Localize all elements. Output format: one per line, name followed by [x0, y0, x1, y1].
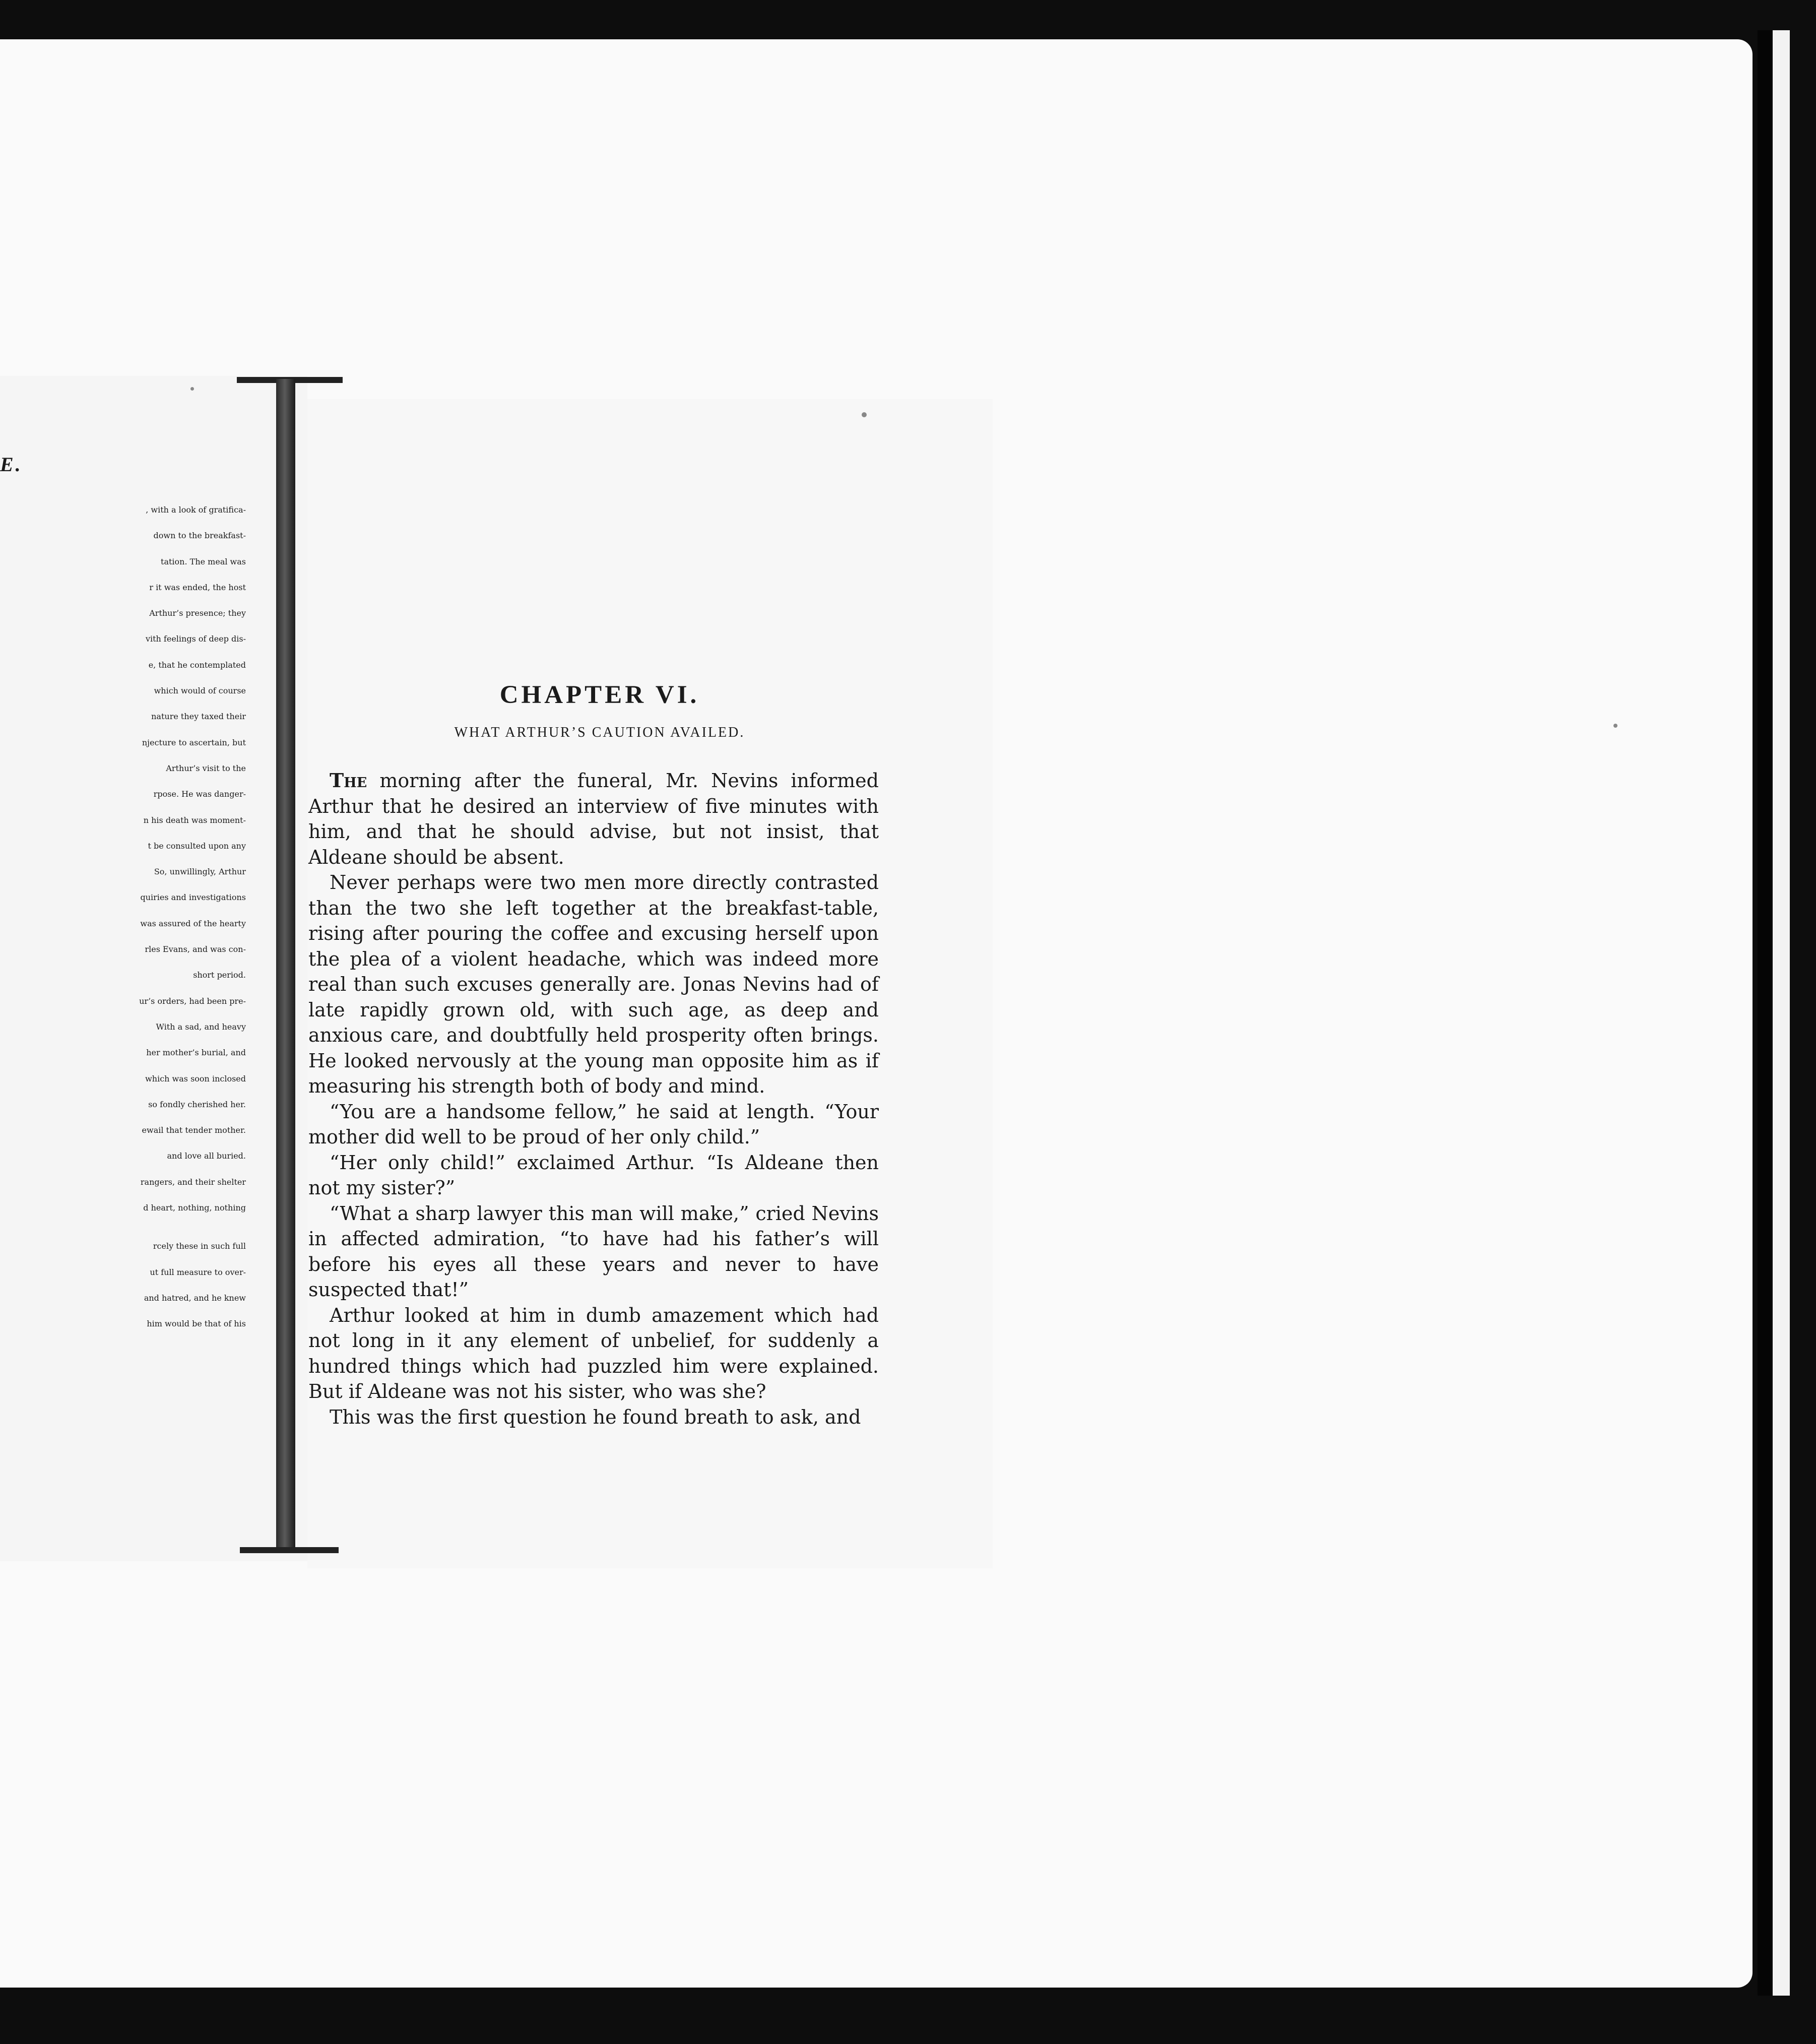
left-page-line: tation. The meal was	[161, 556, 246, 566]
left-page-line: ur’s orders, had been pre-	[139, 996, 246, 1006]
paragraph-text: “You are a handsome fellow,” he said at length. “Your mother did well to be proud of her only child.”	[308, 1100, 879, 1148]
paragraph-text: “What a sharp lawyer this man will make,” cried Nevins in affected admiration, “to have had his father’s will before his eyes all these years and never to have suspected that!”	[308, 1202, 879, 1301]
left-page-gap	[0, 1229, 246, 1241]
dust-speck	[190, 387, 194, 391]
paragraph-text: Arthur looked at him in dumb amazement which had not long in it any element of unbelief, for suddenly a hundred things which had puzzled him were explained. But if Aldeane was not his sister, who was she?	[308, 1304, 879, 1402]
dust-speck	[862, 412, 867, 417]
left-page-line: vith feelings of deep dis-	[145, 634, 246, 644]
left-page-line: rpose. He was danger-	[153, 789, 246, 799]
book-gutter	[276, 379, 295, 1552]
opening-word: The	[330, 769, 367, 792]
chapter-body	[308, 768, 879, 1430]
left-page-line: which would of course	[154, 686, 246, 696]
body-paragraph	[308, 768, 879, 870]
left-page-line: rcely these in such full	[153, 1241, 246, 1251]
chapter-subtitle: WHAT ARTHUR’S CAUTION AVAILED.	[454, 725, 745, 740]
left-page-line: which was soon inclosed	[145, 1073, 246, 1083]
left-page-line: , with a look of gratifica-	[146, 505, 246, 515]
dust-speck	[1613, 724, 1617, 728]
left-page-line: njecture to ascertain, but	[142, 737, 246, 747]
left-page-line: t be consulted upon any	[148, 841, 246, 851]
left-running-head: E.	[0, 453, 23, 476]
body-paragraph	[308, 870, 879, 1099]
left-page-line: him would be that of his	[147, 1319, 246, 1329]
scan-edge-dark	[1758, 30, 1773, 1996]
body-paragraph	[308, 1201, 879, 1303]
chapter-title: CHAPTER VI.	[499, 681, 700, 709]
right-page	[308, 680, 879, 1430]
left-page-line: d heart, nothing, nothing	[143, 1203, 246, 1213]
left-page-line: r it was ended, the host	[149, 582, 246, 592]
left-page-line: her mother’s burial, and	[146, 1048, 246, 1058]
left-page-line: and hatred, and he knew	[144, 1293, 246, 1303]
left-page-line: With a sad, and heavy	[156, 1021, 246, 1032]
scan-edge-strip	[1773, 30, 1790, 1996]
left-page-line: n his death was moment-	[143, 815, 246, 825]
paragraph-text: This was the first question he found breath to ask, and	[330, 1406, 861, 1428]
left-page-line: So, unwillingly, Arthur	[154, 867, 246, 877]
left-page-line: rles Evans, and was con-	[145, 944, 246, 954]
left-page-line: so fondly cherished her.	[148, 1099, 246, 1109]
left-page-line: down to the breakfast-	[153, 531, 246, 541]
left-page-line: ewail that tender mother.	[142, 1125, 246, 1135]
body-paragraph	[308, 1404, 879, 1430]
body-paragraph	[308, 1150, 879, 1201]
body-paragraph	[308, 1099, 879, 1150]
left-page-line: and love all buried.	[167, 1151, 246, 1161]
gutter-cap-bottom	[240, 1547, 339, 1553]
left-page-text	[0, 505, 246, 1345]
left-page-line: ut full measure to over-	[150, 1267, 246, 1277]
paragraph-text: morning after the funeral, Mr. Nevins informed Arthur that he desired an interview of five minutes with him, and that he should advise, but not insist, that Aldeane should be absent.	[308, 770, 879, 868]
left-page-line: quiries and investigations	[140, 892, 246, 903]
left-page-line: e, that he contemplated	[148, 660, 246, 670]
left-page-line: short period.	[193, 970, 246, 980]
left-page-line: Arthur’s visit to the	[166, 763, 246, 773]
left-page-line: nature they taxed their	[151, 712, 246, 722]
left-page-line: rangers, and their shelter	[140, 1177, 246, 1187]
body-paragraph	[308, 1303, 879, 1404]
left-page-line: was assured of the hearty	[140, 918, 246, 928]
paragraph-text: Never perhaps were two men more directly contrasted than the two she left together at the breakfast-table, rising after pouring the coffee and excusing herself upon the plea of a violent headache, which was indeed more real than such excuses generally are. Jonas Nevins had of late rapidly grown old, with such age, as deep and anxious care, and doubtfully held prosperity often brings. He looked nervously at the young man opposite him as if measuring his strength both of body and mind.	[308, 871, 879, 1097]
left-page-line: Arthur’s presence; they	[149, 608, 246, 618]
paragraph-text: “Her only child!” exclaimed Arthur. “Is Aldeane then not my sister?”	[308, 1151, 879, 1199]
